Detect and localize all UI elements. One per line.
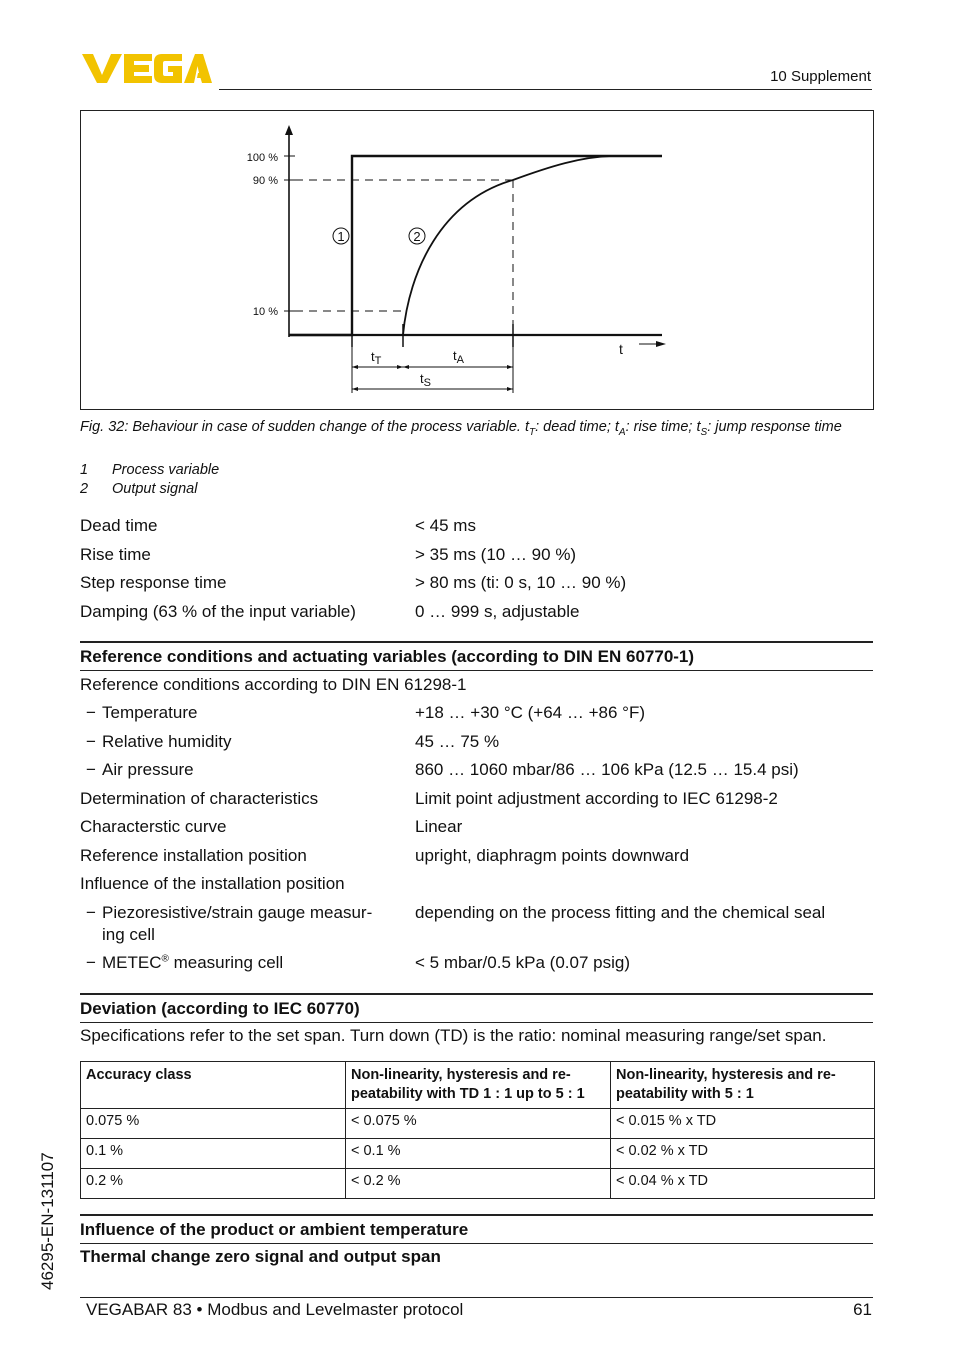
col-accuracy-class: Accuracy class <box>81 1062 346 1109</box>
section-title: 10 Supplement <box>770 68 871 85</box>
response-diagram <box>80 110 874 410</box>
col-td-1-5: Non-linearity, hysteresis and re-peatability with TD 1 : 1 up to 5 : 1 <box>346 1062 611 1109</box>
response-chart <box>81 111 873 409</box>
section-rule <box>80 1022 873 1023</box>
tS-label: $t_S$ <box>420 371 431 389</box>
figure-caption: Fig. 32: Behaviour in case of sudden change of the process variable. $t_T$: dead time; $t_A$: rise time; $t_S$: jump response time <box>80 419 842 438</box>
deviation-heading: Deviation (according to IEC 60770) <box>80 999 360 1018</box>
output-signal-curve <box>403 156 611 335</box>
table-row: 0.1 % < 0.1 % < 0.02 % x TD <box>81 1139 875 1169</box>
axis-t-label: t <box>619 341 623 357</box>
vega-logo <box>82 52 212 84</box>
footer-rule <box>80 1297 873 1298</box>
page-number: 61 <box>853 1300 872 1319</box>
t-arrow-head <box>656 341 666 347</box>
section-rule <box>80 993 873 995</box>
marker-2: 2 <box>413 229 421 244</box>
col-td-5: Non-linearity, hysteresis and re-peatability with 5 : 1 <box>611 1062 875 1109</box>
label-10: 10 % <box>252 306 278 318</box>
influence-heading: Influence of the product or ambient temperature <box>80 1220 469 1239</box>
thermal-heading: Thermal change zero signal and output span <box>80 1247 441 1266</box>
accuracy-table <box>80 1061 875 1199</box>
reference-heading: Reference conditions and actuating variables (according to DIN EN 60770-1) <box>80 647 695 666</box>
table-header-row <box>81 1062 875 1109</box>
section-rule <box>80 670 873 671</box>
section-rule <box>80 1214 873 1216</box>
footer-document-title: VEGABAR 83 • Modbus and Levelmaster protocol <box>86 1300 464 1319</box>
label-100: 100 % <box>246 152 278 164</box>
y-axis-arrow <box>285 125 293 135</box>
table-row: 0.2 % < 0.2 % < 0.04 % x TD <box>81 1169 875 1199</box>
section-rule <box>80 641 873 643</box>
tA-label: $t_A$ <box>453 348 464 366</box>
legend-item: 2 Output signal <box>80 481 198 497</box>
section-rule <box>80 1243 873 1244</box>
table-row: 0.075 % < 0.075 % < 0.015 % x TD <box>81 1109 875 1139</box>
tT-label: $t_T$ <box>371 349 382 367</box>
legend-item: 1 Process variable <box>80 462 220 478</box>
process-variable-line <box>289 156 662 335</box>
document-code: 46295-EN-131107 <box>38 1152 57 1290</box>
header-rule <box>219 89 872 90</box>
label-90: 90 % <box>252 175 278 187</box>
marker-1: 1 <box>337 229 345 244</box>
